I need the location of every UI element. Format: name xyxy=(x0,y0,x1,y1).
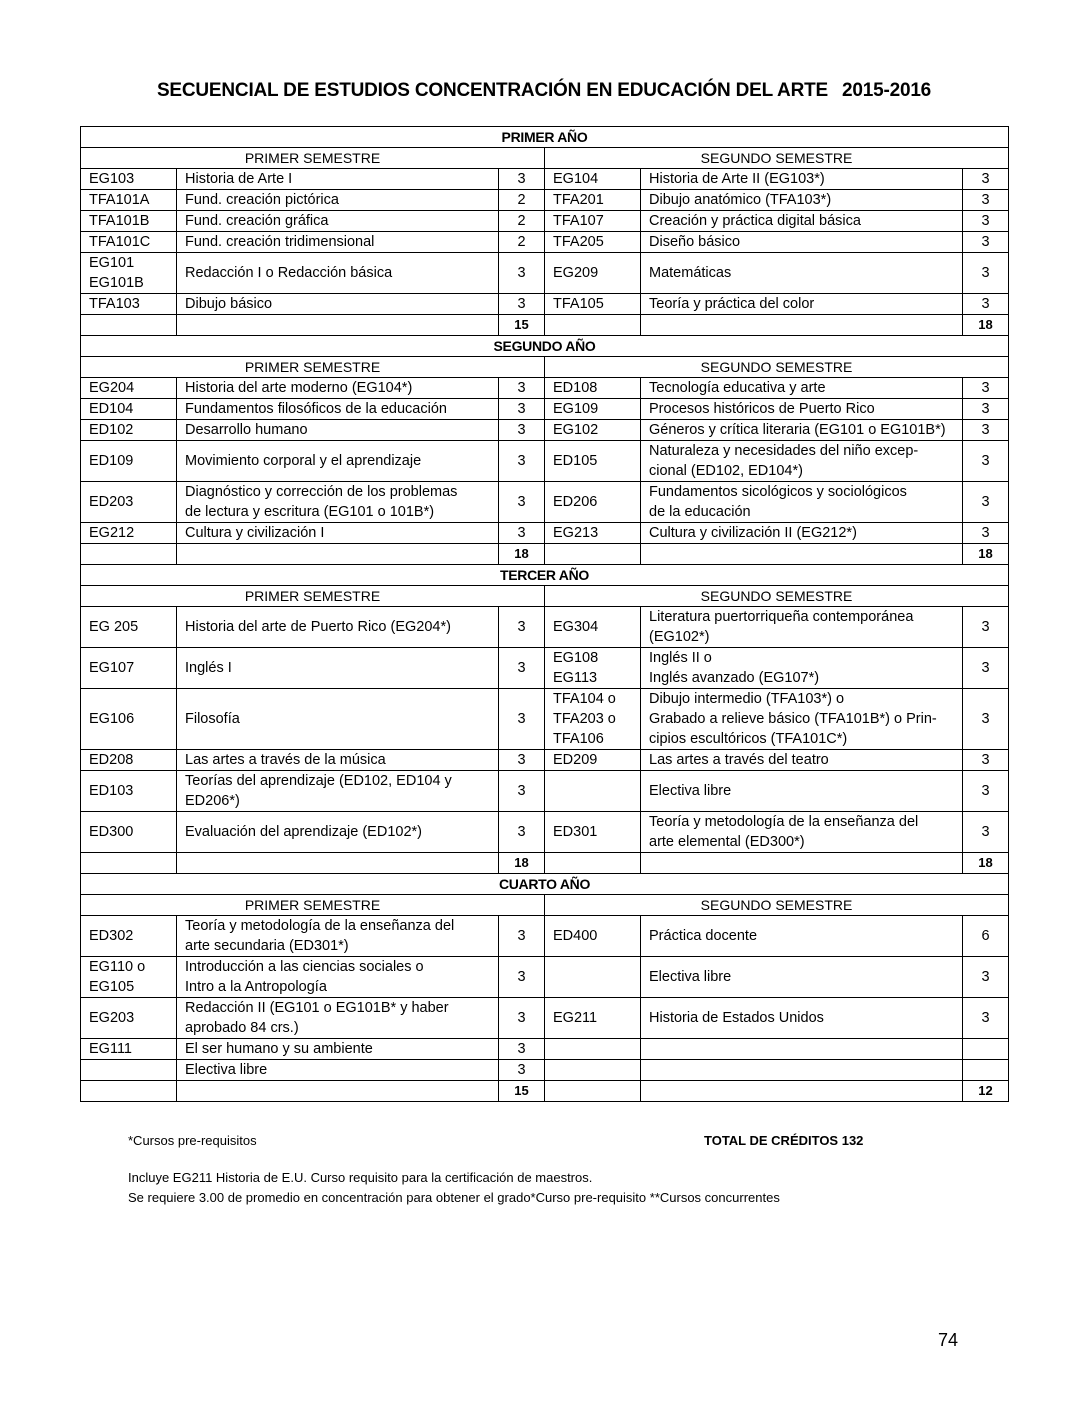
course-row xyxy=(81,812,1009,853)
course-code xyxy=(545,1060,641,1081)
total-credits: TOTAL DE CRÉDITOS 132 xyxy=(704,1133,864,1148)
course-credits: 3 xyxy=(963,648,1009,689)
course-title: Inglés I xyxy=(177,648,499,689)
course-credits: 3 xyxy=(963,750,1009,771)
course-credits: 2 xyxy=(499,190,545,211)
year-header-row xyxy=(81,127,1009,148)
year-label: CUARTO AÑO xyxy=(81,874,1009,895)
course-code: ED206 xyxy=(545,482,641,523)
course-credits: 3 xyxy=(499,771,545,812)
course-title: Movimiento corporal y el aprendizaje xyxy=(177,441,499,482)
course-title: Géneros y crítica literaria (EG101 o EG101B*) xyxy=(641,420,963,441)
first-semester-total: 18 xyxy=(499,544,545,565)
semester-total-row xyxy=(81,853,1009,874)
course-code: ED109 xyxy=(81,441,177,482)
empty-cell xyxy=(641,315,963,336)
course-code: EG101 EG101B xyxy=(81,253,177,294)
course-title: Dibujo anatómico (TFA103*) xyxy=(641,190,963,211)
year-label: SEGUNDO AÑO xyxy=(81,336,1009,357)
course-credits: 3 xyxy=(963,253,1009,294)
second-semester-total: 18 xyxy=(963,315,1009,336)
first-semester-label: PRIMER SEMESTRE xyxy=(81,895,545,916)
course-title: Literatura puertorriqueña contemporánea (EG102*) xyxy=(641,607,963,648)
course-credits: 3 xyxy=(963,482,1009,523)
course-code: ED102 xyxy=(81,420,177,441)
course-title: Fund. creación pictórica xyxy=(177,190,499,211)
course-title: Las artes a través de la música xyxy=(177,750,499,771)
second-semester-label: SEGUNDO SEMESTRE xyxy=(545,586,1009,607)
course-credits: 3 xyxy=(499,253,545,294)
course-code: TFA105 xyxy=(545,294,641,315)
course-title: Fund. creación tridimensional xyxy=(177,232,499,253)
course-credits: 3 xyxy=(499,1039,545,1060)
course-title: Matemáticas xyxy=(641,253,963,294)
course-credits: 3 xyxy=(963,523,1009,544)
course-credits: 3 xyxy=(963,190,1009,211)
course-code: ED209 xyxy=(545,750,641,771)
course-code: ED302 xyxy=(81,916,177,957)
course-credits: 3 xyxy=(963,957,1009,998)
course-code: EG211 xyxy=(545,998,641,1039)
course-credits: 3 xyxy=(499,998,545,1039)
course-credits: 3 xyxy=(499,169,545,190)
course-sequence-table xyxy=(80,126,1009,1102)
course-code: EG212 xyxy=(81,523,177,544)
semester-header-row xyxy=(81,357,1009,378)
course-title: Cultura y civilización II (EG212*) xyxy=(641,523,963,544)
second-semester-label: SEGUNDO SEMESTRE xyxy=(545,148,1009,169)
course-title: Dibujo intermedio (TFA103*) o Grabado a relieve básico (TFA101B*) o Prin- cipios escultóricos (TFA101C*) xyxy=(641,689,963,750)
course-credits: 3 xyxy=(499,957,545,998)
course-title: Historia de Arte II (EG103*) xyxy=(641,169,963,190)
course-title: Electiva libre xyxy=(177,1060,499,1081)
course-credits: 3 xyxy=(499,648,545,689)
first-semester-label: PRIMER SEMESTRE xyxy=(81,586,545,607)
empty-cell xyxy=(545,544,641,565)
course-code: ED104 xyxy=(81,399,177,420)
course-code: EG304 xyxy=(545,607,641,648)
course-row xyxy=(81,607,1009,648)
course-row xyxy=(81,916,1009,957)
second-semester-total: 18 xyxy=(963,544,1009,565)
course-credits: 3 xyxy=(963,771,1009,812)
title-year-range: 2015-2016 xyxy=(841,80,932,101)
course-credits: 3 xyxy=(963,812,1009,853)
course-code: EG106 xyxy=(81,689,177,750)
course-title: Fund. creación gráfica xyxy=(177,211,499,232)
course-code: TFA104 o TFA203 o TFA106 xyxy=(545,689,641,750)
course-title xyxy=(641,1060,963,1081)
course-row xyxy=(81,482,1009,523)
course-row xyxy=(81,648,1009,689)
course-row xyxy=(81,211,1009,232)
course-row xyxy=(81,232,1009,253)
first-semester-total: 18 xyxy=(499,853,545,874)
empty-cell xyxy=(545,315,641,336)
empty-cell xyxy=(81,315,177,336)
empty-cell xyxy=(545,1081,641,1102)
course-code xyxy=(545,771,641,812)
course-code: ED400 xyxy=(545,916,641,957)
course-code: ED301 xyxy=(545,812,641,853)
course-title: Fundamentos filosóficos de la educación xyxy=(177,399,499,420)
course-credits: 3 xyxy=(963,420,1009,441)
course-code xyxy=(545,1039,641,1060)
course-title: Electiva libre xyxy=(641,771,963,812)
course-row xyxy=(81,998,1009,1039)
year-header-row xyxy=(81,874,1009,895)
course-title: Historia del arte moderno (EG104*) xyxy=(177,378,499,399)
course-title: Teoría y metodología de la enseñanza del arte elemental (ED300*) xyxy=(641,812,963,853)
course-row xyxy=(81,420,1009,441)
course-credits: 3 xyxy=(499,294,545,315)
course-credits: 3 xyxy=(963,399,1009,420)
year-label: PRIMER AÑO xyxy=(81,127,1009,148)
empty-cell xyxy=(177,544,499,565)
year-header-row xyxy=(81,336,1009,357)
empty-cell xyxy=(81,544,177,565)
year-header-row xyxy=(81,565,1009,586)
course-code: TFA101B xyxy=(81,211,177,232)
course-title xyxy=(641,1039,963,1060)
course-code: EG109 xyxy=(545,399,641,420)
course-credits: 3 xyxy=(963,378,1009,399)
course-title: Desarrollo humano xyxy=(177,420,499,441)
course-title: Teorías del aprendizaje (ED102, ED104 y ED206*) xyxy=(177,771,499,812)
first-semester-label: PRIMER SEMESTRE xyxy=(81,148,545,169)
semester-total-row xyxy=(81,1081,1009,1102)
course-credits: 3 xyxy=(499,1060,545,1081)
course-code: EG209 xyxy=(545,253,641,294)
course-credits: 3 xyxy=(499,750,545,771)
empty-cell xyxy=(641,544,963,565)
prerequisite-legend: *Cursos pre-requisitos xyxy=(128,1133,257,1148)
course-code: EG102 xyxy=(545,420,641,441)
semester-header-row xyxy=(81,586,1009,607)
course-row xyxy=(81,523,1009,544)
course-code: TFA201 xyxy=(545,190,641,211)
course-credits: 3 xyxy=(963,294,1009,315)
semester-total-row xyxy=(81,544,1009,565)
course-row xyxy=(81,689,1009,750)
empty-cell xyxy=(545,853,641,874)
course-credits: 3 xyxy=(499,607,545,648)
course-code xyxy=(81,1060,177,1081)
course-row xyxy=(81,190,1009,211)
course-code: EG110 o EG105 xyxy=(81,957,177,998)
page-number: 74 xyxy=(938,1330,959,1350)
empty-cell xyxy=(81,853,177,874)
course-code: ED108 xyxy=(545,378,641,399)
course-credits: 3 xyxy=(499,482,545,523)
course-credits: 3 xyxy=(499,916,545,957)
course-credits: 2 xyxy=(499,232,545,253)
course-code: TFA101C xyxy=(81,232,177,253)
course-title: Historia de Estados Unidos xyxy=(641,998,963,1039)
course-credits: 3 xyxy=(499,812,545,853)
course-code: EG107 xyxy=(81,648,177,689)
course-row xyxy=(81,253,1009,294)
course-title: Teoría y práctica del color xyxy=(641,294,963,315)
empty-cell xyxy=(641,853,963,874)
course-credits: 3 xyxy=(963,998,1009,1039)
course-row xyxy=(81,957,1009,998)
course-code: ED203 xyxy=(81,482,177,523)
course-code: EG104 xyxy=(545,169,641,190)
course-code: EG111 xyxy=(81,1039,177,1060)
course-title: Teoría y metodología de la enseñanza del arte secundaria (ED301*) xyxy=(177,916,499,957)
course-code: TFA205 xyxy=(545,232,641,253)
course-credits: 3 xyxy=(499,523,545,544)
course-code: EG108 EG113 xyxy=(545,648,641,689)
title-text: SECUENCIAL DE ESTUDIOS CONCENTRACIÓN EN EDUCACIÓN DEL ARTE xyxy=(156,80,828,101)
course-credits: 3 xyxy=(963,169,1009,190)
empty-cell xyxy=(177,315,499,336)
course-title: Tecnología educativa y arte xyxy=(641,378,963,399)
page-title xyxy=(0,80,1088,102)
empty-cell xyxy=(177,853,499,874)
course-title: Dibujo básico xyxy=(177,294,499,315)
course-title: Redacción I o Redacción básica xyxy=(177,253,499,294)
course-title: El ser humano y su ambiente xyxy=(177,1039,499,1060)
course-credits: 3 xyxy=(499,399,545,420)
course-title: Diagnóstico y corrección de los problemas de lectura y escritura (EG101 o 101B*) xyxy=(177,482,499,523)
course-code: EG204 xyxy=(81,378,177,399)
empty-cell xyxy=(641,1081,963,1102)
course-credits xyxy=(963,1060,1009,1081)
course-credits: 3 xyxy=(499,689,545,750)
course-credits: 2 xyxy=(499,211,545,232)
course-credits: 3 xyxy=(963,211,1009,232)
course-title: Fundamentos sicológicos y sociológicos de la educación xyxy=(641,482,963,523)
course-title: Práctica docente xyxy=(641,916,963,957)
second-semester-total: 18 xyxy=(963,853,1009,874)
course-title: Evaluación del aprendizaje (ED102*) xyxy=(177,812,499,853)
course-title: Creación y práctica digital básica xyxy=(641,211,963,232)
course-code: ED300 xyxy=(81,812,177,853)
course-credits: 6 xyxy=(963,916,1009,957)
course-row xyxy=(81,169,1009,190)
course-code: EG213 xyxy=(545,523,641,544)
course-row xyxy=(81,1039,1009,1060)
course-row xyxy=(81,294,1009,315)
course-credits: 3 xyxy=(963,232,1009,253)
second-semester-label: SEGUNDO SEMESTRE xyxy=(545,895,1009,916)
course-credits: 3 xyxy=(963,441,1009,482)
course-credits: 3 xyxy=(499,378,545,399)
course-title: Naturaleza y necesidades del niño excep- cional (ED102, ED104*) xyxy=(641,441,963,482)
empty-cell xyxy=(81,1081,177,1102)
course-code: TFA107 xyxy=(545,211,641,232)
semester-header-row xyxy=(81,148,1009,169)
course-title: Inglés II o Inglés avanzado (EG107*) xyxy=(641,648,963,689)
course-credits xyxy=(963,1039,1009,1060)
course-code: EG 205 xyxy=(81,607,177,648)
second-semester-total: 12 xyxy=(963,1081,1009,1102)
course-title: Cultura y civilización I xyxy=(177,523,499,544)
course-row xyxy=(81,1060,1009,1081)
semester-header-row xyxy=(81,895,1009,916)
course-title: Redacción II (EG101 o EG101B* y haber aprobado 84 crs.) xyxy=(177,998,499,1039)
second-semester-label: SEGUNDO SEMESTRE xyxy=(545,357,1009,378)
course-title: Procesos históricos de Puerto Rico xyxy=(641,399,963,420)
course-title: Filosofía xyxy=(177,689,499,750)
year-label: TERCER AÑO xyxy=(81,565,1009,586)
footnote-gpa-requirement: Se requiere 3.00 de promedio en concentración para obtener el grado*Curso pre-requisito **Cursos concurrentes xyxy=(128,1190,780,1205)
first-semester-total: 15 xyxy=(499,1081,545,1102)
course-row xyxy=(81,771,1009,812)
course-title: Diseño básico xyxy=(641,232,963,253)
course-code: EG203 xyxy=(81,998,177,1039)
first-semester-total: 15 xyxy=(499,315,545,336)
course-title: Las artes a través del teatro xyxy=(641,750,963,771)
course-credits: 3 xyxy=(963,689,1009,750)
footnote-certification: Incluye EG211 Historia de E.U. Curso requisito para la certificación de maestros. xyxy=(128,1170,593,1185)
course-code: TFA103 xyxy=(81,294,177,315)
empty-cell xyxy=(177,1081,499,1102)
course-code xyxy=(545,957,641,998)
course-title: Introducción a las ciencias sociales o Intro a la Antropología xyxy=(177,957,499,998)
course-code: ED105 xyxy=(545,441,641,482)
course-row xyxy=(81,399,1009,420)
course-row xyxy=(81,750,1009,771)
course-code: EG103 xyxy=(81,169,177,190)
course-title: Historia del arte de Puerto Rico (EG204*) xyxy=(177,607,499,648)
course-title: Historia de Arte I xyxy=(177,169,499,190)
course-title: Electiva libre xyxy=(641,957,963,998)
semester-total-row xyxy=(81,315,1009,336)
course-code: ED103 xyxy=(81,771,177,812)
first-semester-label: PRIMER SEMESTRE xyxy=(81,357,545,378)
course-credits: 3 xyxy=(499,441,545,482)
course-row xyxy=(81,378,1009,399)
course-code: TFA101A xyxy=(81,190,177,211)
course-credits: 3 xyxy=(499,420,545,441)
course-credits: 3 xyxy=(963,607,1009,648)
course-row xyxy=(81,441,1009,482)
course-code: ED208 xyxy=(81,750,177,771)
